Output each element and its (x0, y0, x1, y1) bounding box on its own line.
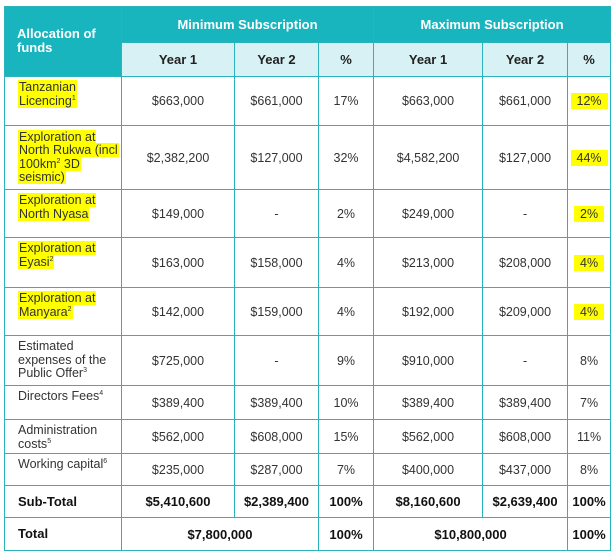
min-year1-cell: $663,000 (122, 77, 235, 126)
max-year2-cell: $437,000 (483, 454, 568, 486)
max-year2-cell: $127,000 (483, 126, 568, 190)
min-year1-cell: $725,000 (122, 336, 235, 386)
table-row (5, 190, 611, 238)
min-pct-cell: 15% (319, 420, 374, 454)
min-year2-cell: $159,000 (235, 288, 319, 336)
allocation-table-wrapper (4, 6, 610, 551)
min-pct-cell: 9% (319, 336, 374, 386)
subtotal-min-year2: $2,389,400 (235, 486, 319, 518)
total-min: $7,800,000 (122, 518, 319, 551)
table-row (5, 238, 611, 288)
min-year1-header: Year 1 (122, 43, 235, 77)
max-pct-cell: 8% (568, 336, 611, 386)
total-max-pct: 100% (568, 518, 611, 551)
max-pct-cell: 2% (568, 190, 611, 238)
min-year1-cell: $163,000 (122, 238, 235, 288)
max-year2-cell: - (483, 190, 568, 238)
max-pct-cell: 7% (568, 386, 611, 420)
max-year2-cell: $608,000 (483, 420, 568, 454)
max-year1-cell: $213,000 (374, 238, 483, 288)
total-max: $10,800,000 (374, 518, 568, 551)
table-row (5, 454, 611, 486)
min-year1-cell: $2,382,200 (122, 126, 235, 190)
total-row (5, 518, 611, 551)
min-year2-cell: - (235, 336, 319, 386)
max-pct-cell: 44% (568, 126, 611, 190)
table-row (5, 386, 611, 420)
min-year1-cell: $562,000 (122, 420, 235, 454)
min-year2-cell: $158,000 (235, 238, 319, 288)
max-pct-cell: 8% (568, 454, 611, 486)
row-label: Exploration at North Rukwa (incl $100km^2$ 3D seismic) (5, 126, 122, 190)
min-year2-cell: $389,400 (235, 386, 319, 420)
min-year2-cell: $287,000 (235, 454, 319, 486)
min-pct-cell: 17% (319, 77, 374, 126)
max-pct-cell: 12% (568, 77, 611, 126)
max-year2-cell: $661,000 (483, 77, 568, 126)
min-pct-cell: 10% (319, 386, 374, 420)
allocation-of-funds-table (4, 6, 611, 551)
max-year2-cell: $209,000 (483, 288, 568, 336)
table-row (5, 77, 611, 126)
min-pct-cell: 2% (319, 190, 374, 238)
min-year2-cell: $661,000 (235, 77, 319, 126)
subtotal-max-pct: 100% (568, 486, 611, 518)
row-label: Estimated expenses of the Public Offer$^3$ (5, 336, 122, 386)
subtotal-min-pct: 100% (319, 486, 374, 518)
max-year2-cell: $389,400 (483, 386, 568, 420)
max-pct-cell: 4% (568, 238, 611, 288)
max-year1-cell: $910,000 (374, 336, 483, 386)
max-year2-cell: $208,000 (483, 238, 568, 288)
subtotal-max-year1: $8,160,600 (374, 486, 483, 518)
min-year1-cell: $142,000 (122, 288, 235, 336)
subtotal-row (5, 486, 611, 518)
subtotal-label: Sub-Total (5, 486, 122, 518)
max-year1-cell: $192,000 (374, 288, 483, 336)
table-row (5, 420, 611, 454)
max-year1-cell: $249,000 (374, 190, 483, 238)
subtotal-min-year1: $5,410,600 (122, 486, 235, 518)
min-year2-cell: $127,000 (235, 126, 319, 190)
max-pct-cell: 11% (568, 420, 611, 454)
min-year2-cell: - (235, 190, 319, 238)
minimum-subscription-header: Minimum Subscription (122, 7, 374, 43)
min-year2-cell: $608,000 (235, 420, 319, 454)
min-pct-header: % (319, 43, 374, 77)
table-row (5, 288, 611, 336)
max-year1-cell: $663,000 (374, 77, 483, 126)
min-year1-cell: $389,400 (122, 386, 235, 420)
max-year2-cell: - (483, 336, 568, 386)
min-pct-cell: 32% (319, 126, 374, 190)
min-pct-cell: 7% (319, 454, 374, 486)
max-pct-cell: 4% (568, 288, 611, 336)
max-year1-cell: $400,000 (374, 454, 483, 486)
subtotal-max-year2: $2,639,400 (483, 486, 568, 518)
row-label: Exploration at Eyasi$^2$ (5, 238, 122, 288)
total-label: Total (5, 518, 122, 551)
max-pct-header: % (568, 43, 611, 77)
row-label: Directors Fees$^4$ (5, 386, 122, 420)
max-year1-cell: $4,582,200 (374, 126, 483, 190)
row-label: Exploration at North Nyasa (5, 190, 122, 238)
min-year1-cell: $149,000 (122, 190, 235, 238)
table-row (5, 126, 611, 190)
max-year1-cell: $389,400 (374, 386, 483, 420)
table-row (5, 336, 611, 386)
row-label: Tanzanian Licencing$^1$ (5, 77, 122, 126)
min-year1-cell: $235,000 (122, 454, 235, 486)
row-label: Administration costs$^5$ (5, 420, 122, 454)
row-label: Exploration at Manyara$^2$ (5, 288, 122, 336)
min-year2-header: Year 2 (235, 43, 319, 77)
min-pct-cell: 4% (319, 288, 374, 336)
row-label: Working capital$^6$ (5, 454, 122, 486)
max-year1-header: Year 1 (374, 43, 483, 77)
max-year2-header: Year 2 (483, 43, 568, 77)
min-pct-cell: 4% (319, 238, 374, 288)
total-min-pct: 100% (319, 518, 374, 551)
maximum-subscription-header: Maximum Subscription (374, 7, 611, 43)
allocation-of-funds-header: Allocation of funds (5, 7, 122, 77)
max-year1-cell: $562,000 (374, 420, 483, 454)
